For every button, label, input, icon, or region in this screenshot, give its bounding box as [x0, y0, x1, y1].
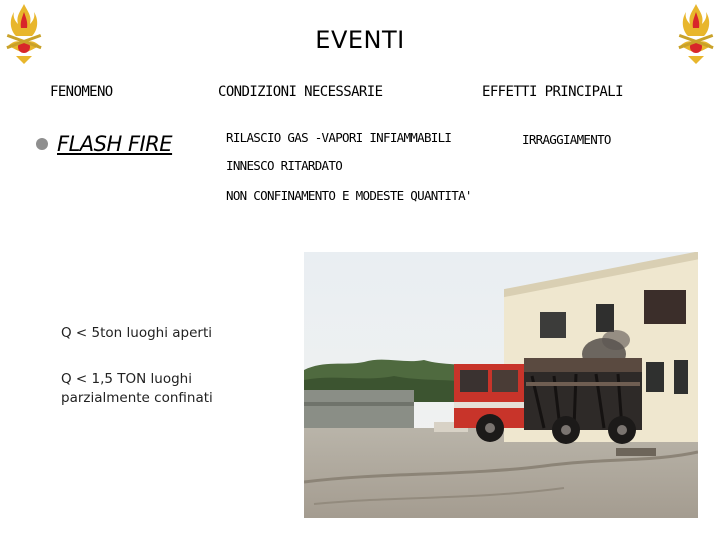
header-condizioni: CONDIZIONI NECESSARIE [218, 84, 383, 100]
header-fenomeno: FENOMENO [50, 84, 113, 100]
quantity-note: Q < 5ton luoghi aperti [61, 325, 212, 341]
condition-item: RILASCIO GAS -VAPORI INFIAMMABILI [226, 130, 452, 145]
quantity-note: Q < 1,5 TON luoghi parzialmente confinati [61, 371, 213, 406]
condition-item: NON CONFINAMENTO E MODESTE QUANTITA' [226, 188, 472, 203]
slide-title: EVENTI [315, 26, 405, 54]
bullet-icon [36, 138, 48, 150]
phenomenon-label: FLASH FIRE [57, 132, 173, 156]
header-effetti: EFFETTI PRINCIPALI [482, 84, 623, 100]
effect-label: IRRAGGIAMENTO [522, 132, 611, 147]
fire-scene-photo [304, 252, 698, 518]
condition-item: INNESCO RITARDATO [226, 158, 343, 173]
